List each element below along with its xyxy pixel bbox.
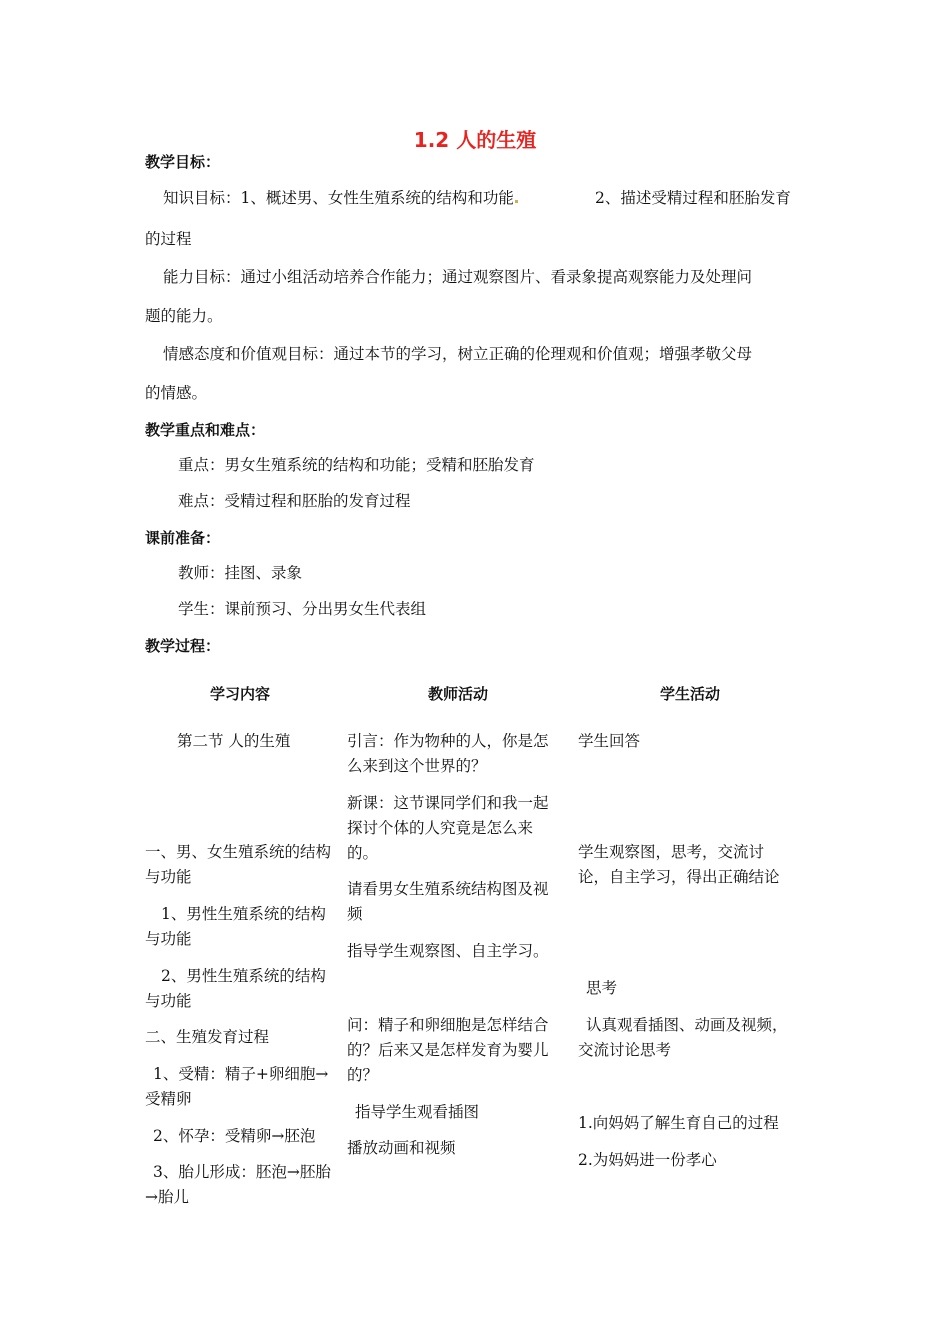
content-line: 受精卵 xyxy=(145,1090,192,1108)
student-line: 学生回答 xyxy=(578,732,641,750)
key-point: 重点：男女生殖系统的结构和功能；受精和胚胎发育 xyxy=(178,456,535,474)
content-line: 与功能 xyxy=(145,868,192,886)
emotion-objective-line1: 情感态度和价值观目标：通过本节的学习，树立正确的伦理观和价值观；增强孝敬父母 xyxy=(163,345,753,363)
student-line: 1.向妈妈了解生育自己的过程 xyxy=(578,1114,779,1132)
content-line: 1、男性生殖系统的结构 xyxy=(161,905,326,923)
objectives-heading: 教学目标： xyxy=(145,153,221,171)
teacher-line: 的？ xyxy=(347,1066,379,1084)
knowledge-objective-line1-right: 2、描述受精过程和胚胎发育 xyxy=(595,189,791,207)
teacher-line: 探讨个体的人究竟是怎么来 xyxy=(347,819,534,837)
content-line: 第二节 人的生殖 xyxy=(177,732,291,750)
process-heading: 教学过程： xyxy=(145,637,221,655)
knowledge-objective-line2: 的过程 xyxy=(145,230,192,248)
content-line: 1、受精：精子+卵细胞→ xyxy=(153,1065,329,1083)
student-line: 交流讨论思考 xyxy=(578,1041,672,1059)
teacher-line: 么来到这个世界的？ xyxy=(347,757,487,775)
preparation-teacher: 教师：挂图、录象 xyxy=(178,564,303,582)
emotion-objective-line2: 的情感。 xyxy=(145,384,208,402)
key-points-heading: 教学重点和难点： xyxy=(145,421,266,439)
knowledge-objective-line1: 知识目标：1、概述男、女性生殖系统的结构和功能 xyxy=(163,188,518,208)
column-header-student: 学生活动 xyxy=(660,685,721,703)
student-line: 思考 xyxy=(586,979,618,997)
difficulty-point: 难点：受精过程和胚胎的发育过程 xyxy=(178,492,411,510)
content-line: 2、男性生殖系统的结构 xyxy=(161,967,326,985)
student-line: 论，自主学习，得出正确结论 xyxy=(578,868,780,886)
column-header-content: 学习内容 xyxy=(210,685,271,703)
mark-dot xyxy=(515,200,518,203)
teacher-line: 问：精子和卵细胞是怎样结合 xyxy=(347,1016,549,1034)
teacher-line: 引言：作为物种的人，你是怎 xyxy=(347,732,549,750)
preparation-heading: 课前准备： xyxy=(145,529,221,547)
preparation-student: 学生：课前预习、分出男女生代表组 xyxy=(178,600,427,618)
ability-objective-line1: 能力目标：通过小组活动培养合作能力；通过观察图片、看录象提高观察能力及处理问 xyxy=(163,268,753,286)
teacher-line: 指导学生观察图、自主学习。 xyxy=(347,942,549,960)
content-line: 二、生殖发育过程 xyxy=(145,1028,270,1046)
teacher-line: 指导学生观看插图 xyxy=(355,1103,480,1121)
content-line: 与功能 xyxy=(145,930,192,948)
student-line: 2.为妈妈进一份孝心 xyxy=(578,1151,717,1169)
teacher-line: 的。 xyxy=(347,844,379,862)
ability-objective-line2: 题的能力。 xyxy=(145,307,223,325)
content-line: 与功能 xyxy=(145,992,192,1010)
teacher-line: 的？后来又是怎样发育为婴儿 xyxy=(347,1041,549,1059)
teacher-line: 新课：这节课同学们和我一起 xyxy=(347,794,549,812)
content-line: 2、怀孕：受精卵→胚泡 xyxy=(153,1127,316,1145)
teacher-line: 频 xyxy=(347,905,363,923)
column-header-teacher: 教师活动 xyxy=(428,685,489,703)
teacher-line: 播放动画和视频 xyxy=(347,1139,456,1157)
teacher-line: 请看男女生殖系统结构图及视 xyxy=(347,880,549,898)
content-line: 一、男、女生殖系统的结构 xyxy=(145,843,332,861)
content-line: →胎儿 xyxy=(145,1188,189,1206)
student-line: 学生观察图，思考，交流讨 xyxy=(578,843,765,861)
student-line: 认真观看插图、动画及视频， xyxy=(586,1016,788,1034)
page-title: 1.2 人的生殖 xyxy=(413,128,537,152)
content-line: 3、胎儿形成：胚泡→胚胎 xyxy=(153,1163,331,1181)
